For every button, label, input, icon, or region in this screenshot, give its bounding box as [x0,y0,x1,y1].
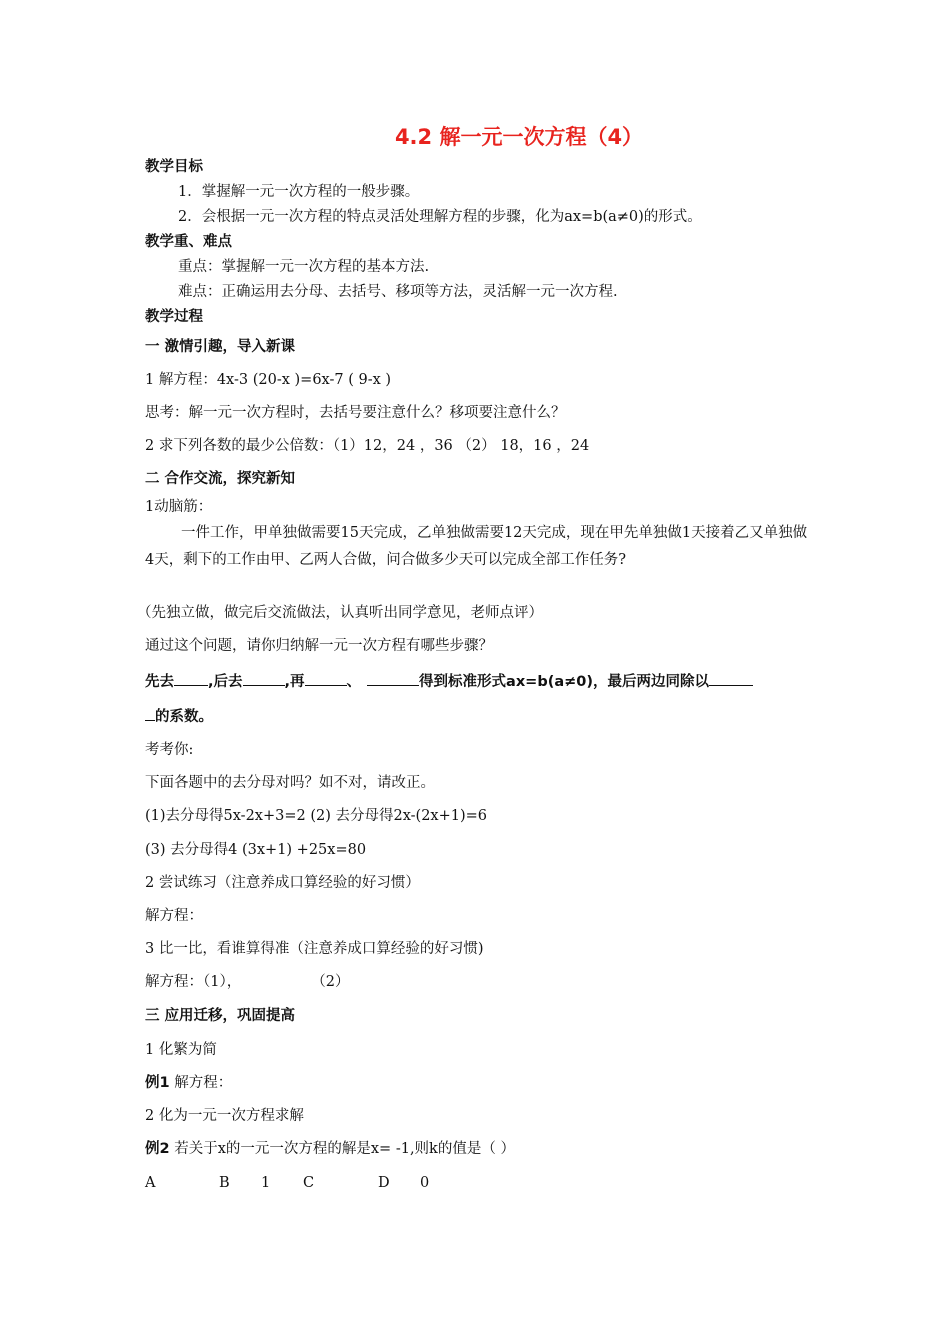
example-2 [145,1139,515,1159]
example-2-text: 若关于x的一元一次方程的解是x= -1,则k的值是（ ） [169,1141,515,1157]
fill-text-6: 的系数。 [155,709,213,725]
fill-blank-3[interactable] [305,671,347,686]
solve-equation-label: 解方程： [145,908,203,924]
try-practice: 2 尝试练习（注意养成口算经验的好习惯） [145,875,420,891]
summary-question: 通过这个问题，请你归纳解一元一次方程有哪些步骤？ [145,638,493,654]
focus-text: 重点：掌握解一元一次方程的基本方法. [178,259,430,275]
section2-heading: 二 合作交流，探究新知 [145,471,296,487]
choice-b[interactable]: B [219,1175,230,1191]
choice-a[interactable]: A [145,1175,156,1191]
section3-heading: 三 应用迁移，巩固提高 [145,1008,296,1024]
fill-blank-4[interactable] [367,671,419,686]
solve-equations-2 [145,972,349,992]
goals-heading: 教学目标 [145,159,203,175]
key-points-heading: 教学重、难点 [145,234,232,250]
answer-choices [145,1173,545,1193]
section1-heading: 一 激情引趣，导入新课 [145,339,296,355]
steps-fill-in [145,671,753,692]
fill-blank-2[interactable] [243,671,285,686]
fill-blank-5[interactable] [709,671,753,686]
choice-c[interactable]: C [303,1175,315,1191]
section1-question-1: 1 解方程：4x-3 (20-x )=6x-7 ( 9-x ) [145,372,392,388]
choice-d[interactable]: D [378,1175,390,1191]
example-1-label: 例1 [145,1075,170,1091]
fill-text-2: ,后去 [208,674,243,690]
fill-text-1: 先去 [145,674,174,690]
fill-text-4: 、 [346,674,362,690]
section1-question-2: 2 求下列各数的最少公倍数：（1）12，24 ，36 （2） 18，16 ，24 [145,438,590,454]
convert-label: 2 化为一元一次方程求解 [145,1108,304,1124]
work-note: （先独立做，做完后交流做法，认真听出同学意见，老师点评） [137,605,543,621]
test-you: 考考你: [145,742,194,758]
choice-d-value: 0 [420,1175,430,1191]
fill-blank-5-cont[interactable] [145,706,155,721]
section1-think: 思考：解一元一次方程时，去括号要注意什么？移项要注意什么？ [145,405,566,421]
goal-item-1: 1．掌握解一元一次方程的一般步骤。 [178,184,420,200]
example-2-label: 例2 [145,1141,170,1157]
fill-text-3: ,再 [284,674,305,690]
steps-fill-in-end [145,706,213,727]
compare-practice: 3 比一比，看谁算得准（注意养成口算经验的好习惯) [145,941,484,957]
fill-text-5: 得到标准形式ax=b(a≠0)，最后两边同除以 [419,674,709,690]
check-items-1-2: (1)去分母得5x-2x+3=2 (2) 去分母得2x-(2x+1)=6 [145,808,488,824]
simplify-label: 1 化繁为简 [145,1042,217,1058]
choice-b-value: 1 [261,1175,271,1191]
work-problem: 一件工作，甲单独做需要15天完成，乙单独做需要12天完成，现在甲先单独做1天接着乙又单独做4天，剩下的工作由甲、乙两人合做，问合做多少天可以完成全部工作任务? [145,525,808,568]
check-item-3: (3) 去分母得4 (3x+1) +25x=80 [145,842,367,858]
goal-item-2: 2．会根据一元一次方程的特点灵活处理解方程的步骤，化为ax=b(a≠0)的形式。 [178,209,702,225]
solve-part-2: （2） [311,974,350,990]
example-1 [145,1073,232,1093]
difficulty-text: 难点：正确运用去分母、去括号、移项等方法，灵活解一元一次方程. [178,284,618,300]
fill-blank-1[interactable] [174,671,208,686]
process-heading: 教学过程 [145,309,203,325]
example-1-text: 解方程： [169,1075,233,1091]
brain-label: 1动脑筋： [145,499,213,515]
check-instruction: 下面各题中的去分母对吗？如不对，请改正。 [145,775,435,791]
solve-part-1: 解方程：（1）， [145,974,242,990]
document-title: 4.2 解一元一次方程（4） [394,125,644,149]
